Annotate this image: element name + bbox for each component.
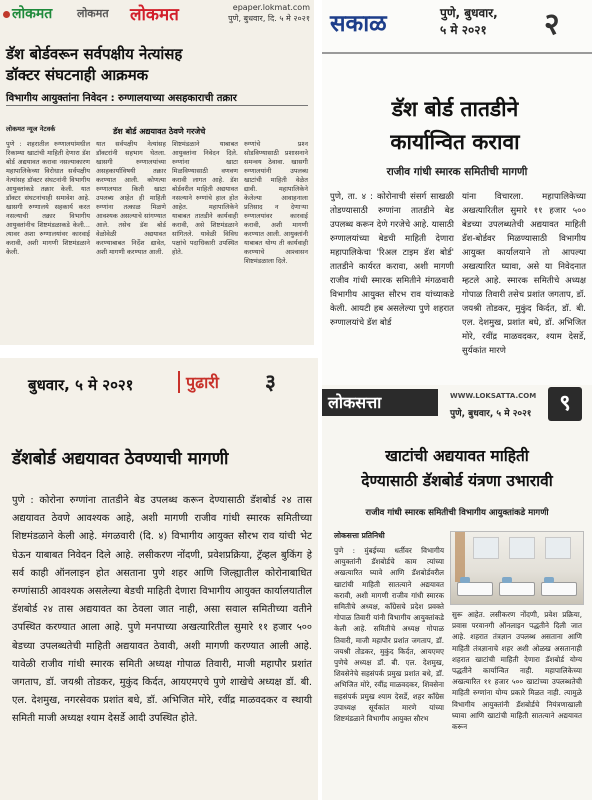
sakal-column-2: यांना विचारला. महापालिकेच्या अखत्यारितील सुमारे ११ हजार ५०० बेडच्या उपलब्धतेची अद्ययावत माहिती डॅश-बोर्डवर मिळण्यासाठी विभागीय आयुक्त कार्यालयाने तो आपल्या अखत्यारित घ्यावा, असे या निवेदनात म्हटले आहे. स्मारक समितीचे अध्यक्ष गोपाळ तिवारी तसेच प्रशांत जगताप, डॉ. जयश्री तोडकर, मुकुंद किर्दत, डॉ. बी. एल. देशमुख, प्रशांत बधे, डॉ. अभिजित मोरे, रवींद्र माळवदकर, श्याम देसर्डे, सुर्यकांत मारणे <box>462 192 586 356</box>
sakal-page-number: २ <box>544 7 560 42</box>
lokmat-divider <box>6 105 308 106</box>
sakal-column-1: पुणे, ता. ४ : कोरोनाची संसर्ग साखळी तोडण्यासाठी रुग्णांना तातडीने बेड उपलब्ध करून देणे गरजेचे आहे. यासाठी रुग्णालयांच्या बेडची माहिती देणारा महापालिकेचा 'रिअल टाइम डॅश बोर्ड' तातडीने कार्यरत करावा, अशी मागणी राजीव गांधी स्मारक समितीने मंगळवारी विभागीय आयुक्त सौरभ राव यांच्याकडे केली. आयटी हब असलेल्या पुणे शहरात रुग्णालयांचे डॅश बोर्ड <box>330 192 454 328</box>
lokmat-byline: लोकमत न्यूज नेटवर्क <box>6 125 56 133</box>
loksatta-column-2: सुरू आहेत. लसीकरण नोंदणी, प्रवेश प्रक्रिया, प्रवास परवानगी ऑनलाइन पद्धतीने दिली जात आहे. शहरात तंत्रज्ञान उपलब्ध असताना आणि माहिती तंत्रज्ञानाचे शहर अशी ओळख असतानाही शहरात खाटांची माहिती देणारा डॅशबोर्ड योग्य पद्धतीने कार्यान्वित नाही. महापालिकेच्या अखत्यारित ११ हजार ५०० खाटांच्या उपलब्धतेची माहिती रुग्णांना योग्य प्रकारे मिळत नाही. त्यामुळे विभागीय आयुक्तांनी डॅशबोर्डचे नियंत्रणाखाली घ्यावा आणि खाटांची माहिती सातत्याने अद्ययावत करून <box>452 610 582 732</box>
lokmat-inset-heading: डॅश बोर्ड अद्ययावत ठेवणे गरजेचे <box>113 127 206 136</box>
loksatta-website: WWW.LOKSATTA.COM <box>450 392 537 400</box>
loksatta-clipping <box>322 385 592 800</box>
photo-bed <box>541 582 577 596</box>
lokmat-column-2: यात सर्वपक्षीय नेत्यांसह डॉक्टरांनी सहभाग घेतला. खासगी रुग्णालयांच्या असहकार्याविषयी तक्रार करण्यात आली. कोणत्या रुग्णालयात किती खाटा उपलब्ध आहेत ही माहिती रुग्णांना तत्काळ मिळणे आवश्यक असल्याचे सांगण्यात आले. तसेच डॅश बोर्ड वेळोवेळी अद्ययावत करण्याबाबत निर्देश द्यावेत, अशी मागणी करण्यात आली. <box>96 140 166 256</box>
sakal-divider <box>322 52 592 54</box>
hospital-ward-photo <box>450 531 584 605</box>
lokmat-dateline: पुणे, बुधवार, दि. ५ मे २०२१ <box>228 14 310 23</box>
loksatta-byline: लोकसत्ता प्रतिनिधी <box>334 531 385 540</box>
pudhari-body: पुणे : कोरोना रुग्णांना तातडीने बेड उपलब्ध करून देण्यासाठी डॅशबोर्ड २४ तास अद्ययावत ठेवणे आवश्यक आहे, अशी मागणी राजीव गांधी स्मारक समितीच्या शिष्टमंडळाने केली आहे. मंगळवारी (दि. ४) विभागीय आयुक्त सौरभ राव यांची भेट घेऊन याबाबत निवेदन दिले आहे. लसीकरण नोंदणी, प्रवेशप्रक्रिया, ट्रॅव्हल बुकिंग हे सर्व काही ऑनलाइन होत असताना पुणे शहर आणि जिल्ह्यातील कोरोनाबाधित रुग्णांसाठी आवश्यक असलेल्या बेडची माहिती देणारा विभागीय आयुक्त कार्यालयातील डॅशबोर्ड २४ तास अद्ययावत का ठेवला जात नाही, असा सवाल समितीच्या वतीने उपस्थित करण्यात आला आहे. पुणे मनपाच्या अखत्यारितील सुमारे ११ हजार ५०० बेडच्या उपलब्धतेची माहिती अद्ययावत ठेवावी, अशी मागणी करण्यात आली आहे. यावेळी राजीव गांधी स्मारक समिती अध्यक्ष गोपाळ तिवारी, माजी महापौर प्रशांत जगताप, डॉ. जयश्री तोडकर, मुकुंद किर्दत, आयएमएचे पुणे शाखेचे अध्यक्ष डॉ. बी. एल. देशमुख, नगरसेवक प्रशांत बधे, डॉ. अभिजित मोरे, रवींद्र माळवदकर व स्थायी समिती माजी अध्यक्ष श्याम देसर्डे आदी उपस्थित होते. <box>12 495 312 725</box>
lokmat-headline: डॅश बोर्डवरून सर्वपक्षीय नेत्यांसह डॉक्टर संघटनाही आक्रमक <box>6 45 183 84</box>
lokmat-logo <box>3 4 52 23</box>
pudhari-clipping <box>0 358 318 800</box>
sakal-logo: सकाळ <box>330 11 387 37</box>
pudhari-page-number: ३ <box>265 370 276 394</box>
loksatta-column-1: पुणे : मुंबईच्या धर्तीवर विभागीय आयुक्तांनी डॅशबोर्डचे काम त्यांच्या अखत्यारित घ्यावे आणि डॅशबोर्डवरील खाटांची माहिती सातत्याने अद्ययावत करावी, अशी मागणी राजीव गांधी स्मारक समितीचे अध्यक्ष, काँग्रेसचे प्रदेश प्रवक्ते गोपाळ तिवारी यांनी विभागीय आयुक्तांकडे केली आहे. समितीचे अध्यक्ष गोपाळ तिवारी, माजी महापौर प्रशांत जगताप, डॉ. जयश्री तोडकर, मुकुंद किर्दत, आयएमए पुणेचे अध्यक्ष डॉ. बी. एल. देशमुख, शिवसेनेचे सहसंपर्क प्रमुख प्रशांत बधे, डॉ. अभिजित मोरे, रवींद्र माळवदकर, शिवसेना सहसंपर्क प्रमुख श्याम देसर्डे, शहर काँग्रेस उपाध्यक्ष सूर्यकांत मारणे यांच्या शिष्टमंडळाने विभागीय आयुक्त सौरभ <box>334 546 444 724</box>
photo-window <box>545 537 571 559</box>
photo-window <box>473 537 499 559</box>
lokmat-column-1: पुणे : शहरातील रुग्णालयांमधील रिकाम्या खाटांची माहिती देणारा डॅश बोर्ड अद्ययावत करावा नसल्याकारण महापालिकेच्या विरोधात सर्वपक्षीय नेत्यांसह डॉक्टर संघटनांनी विभागीय आयुक्तांकडे तक्रार केली. यात डॉक्टर संघटनांचाही समावेश आहे. खासगी रुग्णालये सहकार्य करत नसल्याची तक्रार विभागीय आयुक्तांनीच शिष्टमंडळाकडे केली... त्यावर अशा रुग्णालयांवर कारवाई करावी, अशी मागणी शिष्टमंडळाने केली. <box>6 140 90 256</box>
lokmat-brand-secondary: लोकमत <box>77 7 109 20</box>
lokmat-column-3: शिष्टमंडळाने याबाबत आयुक्तांना निवेदन दिले. रुग्णांना खाटा मिळविण्यासाठी वणवण करावी लागत आहे. डॅश बोर्डवरील माहिती अद्ययावत नसल्याने रुग्णांचे हाल होत आहेत. महापालिकेने याबाबत तातडीने कार्यवाही करावी, असे शिष्टमंडळाने सांगितले. यावेळी विविध पक्षांचे पदाधिकारी उपस्थित होते. <box>172 140 238 256</box>
sakal-subhead: राजीव गांधी स्मारक समितीची मागणी <box>386 166 528 178</box>
photo-bed <box>457 582 493 596</box>
sakal-dateline: पुणे, बुधवार, ५ मे २०२१ <box>440 6 498 37</box>
lokmat-masthead <box>0 0 314 28</box>
lokmat-subhead: विभागीय आयुक्तांना निवेदन : रुग्णालयाच्या असहकाराची तक्रार <box>6 93 237 104</box>
pudhari-logo: पुढारी <box>178 371 219 393</box>
loksatta-subhead: राजीव गांधी स्मारक समितीची विभागीय आयुक्तांकडे मागणी <box>365 508 549 518</box>
lokmat-column-4: रुग्णांचे प्रश्‍न सोडविण्यासाठी प्रशासनाने समन्वय ठेवावा. खासगी रुग्णालयांनी उपलब्ध खाटांची माहिती वेळेत द्यावी. महापालिकेने केलेल्या आवाहनाला प्रतिसाद न देणाऱ्या रुग्णालयांवर कारवाई करावी, अशी मागणी करण्यात आली. आयुक्तांनी याबाबत योग्य ती कार्यवाही करण्याचे आश्‍वासन शिष्टमंडळाला दिले. <box>244 140 308 265</box>
sakal-headline: डॅश बोर्ड तातडीने कार्यान्वित करावा <box>390 96 520 154</box>
loksatta-logo: लोकसत्ता <box>322 389 438 416</box>
lokmat-website: epaper.lokmat.com <box>232 3 310 12</box>
photo-curtain <box>455 532 465 582</box>
loksatta-dateline: पुणे, बुधवार, ५ मे २०२१ <box>450 409 532 419</box>
lokmat-clipping <box>0 0 314 345</box>
sakal-clipping <box>322 0 592 385</box>
loksatta-page-number: ९ <box>548 387 582 421</box>
lokmat-meta <box>218 2 310 24</box>
logo-dot-icon <box>3 11 10 18</box>
loksatta-headline: खाटांची अद्ययावत माहिती देण्यासाठी डॅशबोर्ड यंत्रणा उभारावी <box>361 446 553 490</box>
photo-window <box>509 537 535 559</box>
lokmat-brand-text: लोकमत <box>12 6 53 22</box>
photo-bed <box>499 582 535 596</box>
lokmat-brand-hindi: लोकमत <box>130 5 179 25</box>
pudhari-dateline: बुधवार, ५ मे २०२१ <box>28 376 134 394</box>
pudhari-headline: डॅशबोर्ड अद्ययावत ठेवण्याची मागणी <box>12 449 229 469</box>
